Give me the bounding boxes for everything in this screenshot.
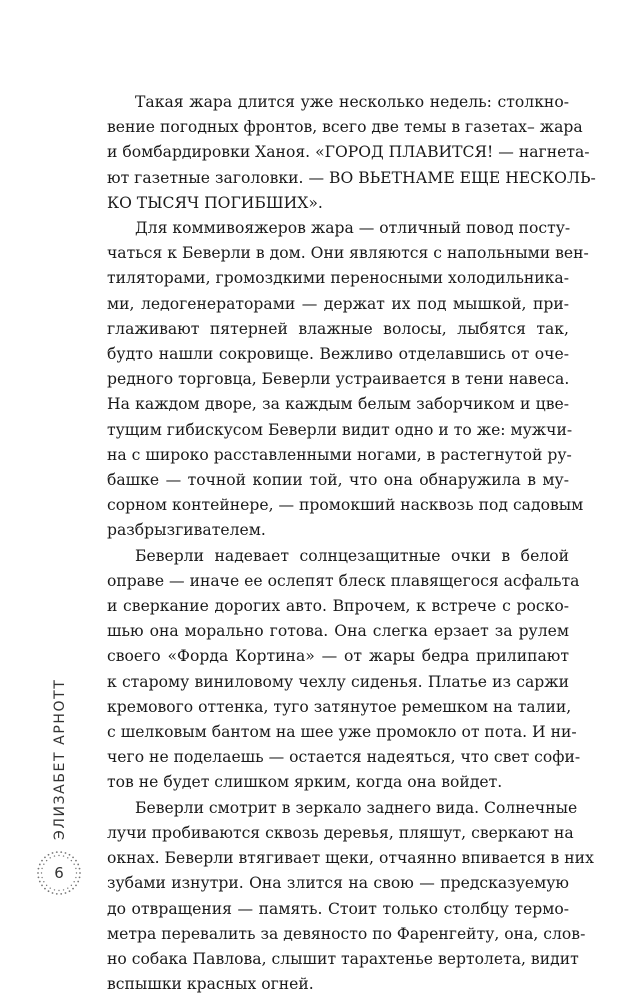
text-line: глаживают пятерней влажные волосы, лыбятся так, bbox=[107, 319, 569, 338]
text-line: башке — точной копии той, что она обнаружила в му- bbox=[107, 471, 569, 490]
text-line: и сверкание дорогих авто. Впрочем, к встрече с роско- bbox=[107, 597, 569, 616]
text-line: Такая жара длится уже несколько недель: столкно- bbox=[135, 93, 569, 111]
paragraph bbox=[107, 90, 596, 216]
page-number-badge bbox=[36, 850, 82, 896]
text-line: окнах. Беверли втягивает щеки, отчаянно впивается в них bbox=[107, 849, 594, 868]
text-line: своего «Форда Кортина» — от жары бедра прилипают bbox=[107, 647, 569, 666]
text-line: лучи пробиваются сквозь деревья, пляшут, сверкают на bbox=[107, 823, 574, 842]
text-line: к старому виниловому чехлу сиденья. Платье из саржи bbox=[107, 672, 569, 691]
text-line: На каждом дворе, за каждым белым заборчиком и цве- bbox=[107, 395, 569, 414]
text-line: тов не будет слишком ярким, когда она войдет. bbox=[107, 773, 503, 792]
text-line: редного торговца, Беверли устраивается в тени навеса. bbox=[107, 370, 570, 389]
text-line: вение погодных фронтов, всего две темы в газетах– жара bbox=[107, 118, 583, 137]
text-line: метра перевалить за девяносто по Фаренгейту, она, слов- bbox=[107, 924, 586, 943]
text-line: Беверли смотрит в зеркало заднего вида. Солнечные bbox=[135, 798, 578, 817]
text-line: Для коммивояжеров жара — отличный повод посту- bbox=[135, 219, 571, 238]
text-line: Беверли надевает солнцезащитные очки в белой bbox=[135, 546, 569, 565]
text-line: КО ТЫСЯЧ ПОГИБШИХ». bbox=[107, 193, 323, 212]
text-line: зубами изнутри. Она злится на свою — предсказуемую bbox=[107, 874, 569, 893]
running-head: ЭЛИЗАБЕТ АРНОТТ bbox=[52, 678, 68, 840]
text-line: до отвращения — память. Стоит только столбцу термо- bbox=[107, 899, 569, 918]
text-line: будто нашли сокровище. Вежливо отделавшись от оче- bbox=[107, 345, 569, 364]
text-line: ми, ледогенераторами — держат их под мышкой, при- bbox=[107, 294, 569, 313]
page-number: 6 bbox=[54, 864, 64, 882]
paragraph bbox=[107, 216, 589, 544]
text-line: и бомбардировки Ханоя. «ГОРОД ПЛАВИТСЯ! — нагнета- bbox=[107, 143, 590, 162]
text-line: чего не поделаешь — остается надеяться, что свет софи- bbox=[107, 748, 581, 767]
text-line: на с широко расставленными ногами, в растегнутой ру- bbox=[107, 445, 572, 464]
text-line: ют газетные заголовки. — ВО ВЬЕТНАМЕ ЕЩЕ НЕСКОЛЬ- bbox=[107, 168, 596, 187]
text-line: тущим гибискусом Беверли видит одно и то же: мужчи- bbox=[107, 420, 573, 439]
text-line: шью она морально готова. Она слегка ерзает за рулем bbox=[107, 622, 569, 641]
paragraph bbox=[107, 544, 581, 796]
text-line: разбрызгивателем. bbox=[107, 521, 266, 540]
paragraph bbox=[107, 796, 594, 998]
text-line: тиляторами, громоздкими переносными холодильника- bbox=[107, 269, 569, 288]
text-line: вспышки красных огней. bbox=[107, 975, 314, 994]
text-line: сорном контейнере, — промокший насквозь под садовым bbox=[107, 496, 584, 515]
body-text bbox=[107, 90, 596, 997]
text-line: с шелковым бантом на шее уже промокло от пота. И ни- bbox=[107, 723, 577, 742]
text-line: кремового оттенка, туго затянутое ремешком на талии, bbox=[107, 697, 572, 716]
text-line: оправе — иначе ее ослепят блеск плавящегося асфальта bbox=[107, 571, 580, 590]
text-line: но собака Павлова, слышит тарахтенье вертолета, видит bbox=[107, 949, 579, 968]
text-line: чаться к Беверли в дом. Они являются с напольными вен- bbox=[107, 244, 589, 263]
